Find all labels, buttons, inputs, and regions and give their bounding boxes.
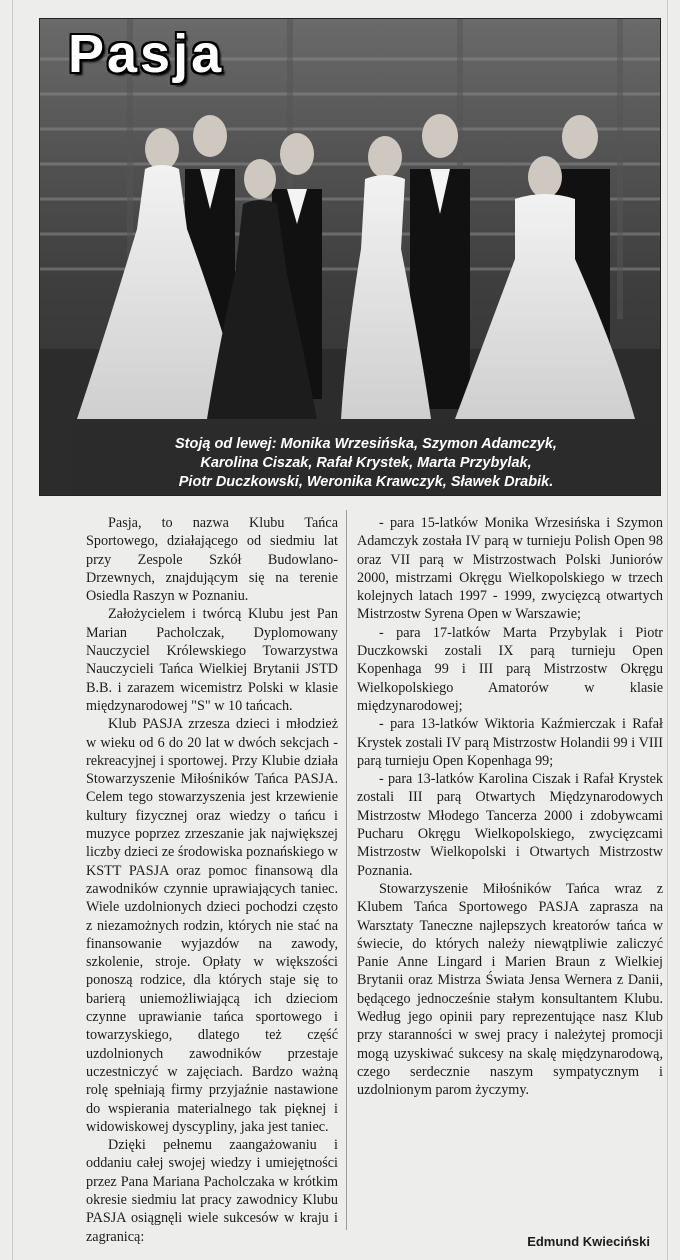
- caption-line: Stoją od lewej: Monika Wrzesińska, Szymon Adamczyk,: [175, 436, 557, 452]
- article-title: Pasja: [68, 24, 225, 84]
- team-photo: [40, 19, 660, 495]
- photo-caption: [72, 423, 660, 495]
- column-divider: [346, 510, 347, 1230]
- paragraph: Założycielem i twórcą Klubu jest Pan Marian Pacholczak, Dyplomowany Nauczyciel Królewskiego Towarzystwa Nauczycieli Tańca Wielkiej Brytanii JSTD B.B. i zarazem wicemistrz Polski w klasie międzynarodowej "S" w 10 tańcach.: [86, 606, 338, 714]
- paragraph: Klub PASJA zrzesza dzieci i młodzież w wieku od 6 do 20 lat w dwóch sekcjach - rekreacyjnej i sportowej. Przy Klubie działa Stowarzyszenie Miłośników Tańca PASJA. Celem tego stowarzyszenia jest krzewienie kultury fizycznej oraz wiedzy o tańcu i muzyce poprzez zrzeszanie jak największej liczby dzieci ze środowiska poznańskiego w KSTT PASJA oraz pomoc finansową dla zawodników czynnie uprawiających taniec. Wiele uzdolnionych dzieci pochodzi często z niezamożnych rodzin, których nie stać na finansowanie wyjazdów na zawody, szkolenie, stroje. Opłaty w większości ponoszą rodzice, dla których staje się to barierą uniemożliwiającą ich dzieciom czynne uprawianie tańca sportowego i towarzyskiego, dlatego też część uzdolnionych zawodników przestaje uczestniczyć w zajęciach. Bardzo ważną rolę spełniają firmy przyjaźnie nastawione do wspierania materialnego tak pięknej i widowiskowej dyscypliny, jaka jest taniec.: [86, 716, 338, 1135]
- paragraph: Dzięki pełnemu zaangażowaniu i oddaniu całej swojej wiedzy i umiejętności przez Pana Mariana Pacholczaka w krótkim okresie siedmiu lat pracy zawodnicy Klubu PASJA osiągnęli wiele sukcesów w kraju i zagranicą:: [86, 1137, 338, 1245]
- paragraph: - para 13-latków Wiktoria Kaźmierczak i Rafał Krystek zostali IV parą Mistrzostw Holandii 99 i VIII parą turnieju Open Kopenhaga 99;: [357, 716, 663, 769]
- article-column-left: [86, 514, 338, 1246]
- caption-line: Karolina Ciszak, Rafał Krystek, Marta Przybylak,: [200, 455, 532, 471]
- paragraph: - para 13-latków Karolina Ciszak i Rafał Krystek zostali III parą Otwartych Międzynarodowych Mistrzostw Młodego Tancerza 2000 i zdobywcami Pucharu Okręgu Wielkopolskiego, zwycięzcami Mistrzostw Wielkopolski i Otwartych Mistrzostw Poznania.: [357, 771, 663, 879]
- paragraph: Stowarzyszenie Miłośników Tańca wraz z Klubem Tańca Sportowego PASJA zaprasza na Warsztaty Taneczne najlepszych kreatorów tańca w świecie, do których należy niewątpliwie zaliczyć Panie Anne Lingard i Marien Braun z Wielkiej Brytanii oraz Mistrza Świata Jensa Wernera z Danii, będącego jednocześnie stałym konsultantem Klubu. Według jego opinii pary reprezentujące nasz Klub przy staranności w swej pracy i należytej promocji mogą uzyskiwać sukcesy na skalę międzynarodową, czego serdecznie naszym sympatycznym i uzdolnionym parom życzymy.: [357, 880, 663, 1099]
- article-column-right: [357, 514, 663, 1100]
- article-author: Edmund Kwieciński: [527, 1234, 650, 1249]
- paragraph: - para 15-latków Monika Wrzesińska i Szymon Adamczyk została IV parą w turnieju Polish Open 98 oraz VII parą w Mistrzostwach Polski Juniorów 2000, mistrzami Okręgu Wielkopolskiego w trzech kolejnych latach 1997 - 1999, zwycięzcą otwartych Mistrzostw Syrena Open w Warszawie;: [357, 515, 663, 623]
- caption-line: Piotr Duczkowski, Weronika Krawczyk, Sławek Drabik.: [178, 474, 554, 490]
- paragraph: Pasja, to nazwa Klubu Tańca Sportowego, działającego od siedmiu lat przy Zespole Szkół Budowlano-Drzewnych, znajdującym się na terenie Osiedla Raszyn w Poznaniu.: [86, 515, 338, 605]
- paragraph: - para 17-latków Marta Przybylak i Piotr Duczkowski zostali IX parą turnieju Open Kopenhaga 99 i III parą Mistrzostw Okręgu Wielkopolskiego Amatorów w klasie międzynarodowej;: [357, 624, 663, 714]
